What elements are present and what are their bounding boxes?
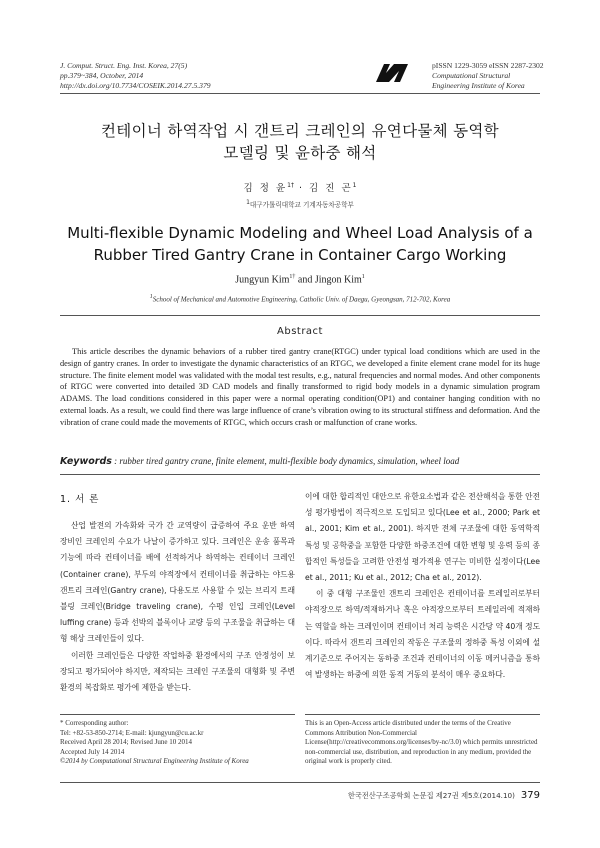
abstract-rule-top [60, 315, 540, 316]
keywords-rule [60, 474, 540, 475]
affil-en-text: School of Mechanical and Automotive Engineering, Catholic Univ. of Daegu, Gyeongsan, 712-702, Korea [152, 295, 451, 304]
affiliation-english [60, 294, 540, 303]
affiliation-korean [60, 199, 540, 209]
footer-rule [60, 782, 540, 783]
page-number: 379 [520, 790, 540, 801]
footnote-rule-right [305, 714, 540, 715]
body-column-right [305, 489, 540, 683]
paper-title-english [60, 222, 540, 266]
author-1-en: Jungyun Kim [235, 274, 290, 286]
journal-line-2: pp.379~384, October, 2014 [60, 71, 144, 80]
contact-line[interactable]: Tel: +82-53-850-2714; E-mail: kjungyun@cu.ac.kr [60, 728, 204, 737]
license-footnote: This is an Open-Access article distributed under the terms of the Creative Commons Attribution Non-Commercial License(http://creativecommons.org/licenses/by-nc/3.0) which permits unrestricted non-commercial use, distribution, and reproduction in any medium, provided the original work is properly cited. [305, 719, 538, 765]
body-column-left [60, 518, 295, 696]
page-footer [320, 790, 540, 801]
author-1-ko: 김 정 윤 [243, 183, 288, 194]
journal-issn-block [432, 61, 544, 91]
body-paragraph: 이에 대한 합리적인 대안으로 유한요소법과 같은 전산해석을 통한 안전성 평가방법이 적극적으로 도입되고 있다(Lee et al., 2000; Park et al., 2001; Kim et al., 2001). 하지만 전체 구조물에 대한 동역학적 특성 및 공학중을 포함한 다양한 하중조건에 대한 변형 및 응력 등의 종합적인 특성들을 고려한 안전성 평가적용 연구는 미비한 실정이다(Lee et al., 2011; Ku et al., 2012; Cha et al., 2012). [305, 492, 540, 583]
author-2-ko: 김 진 곤 [309, 183, 353, 194]
author-1-ko-sup: 1† [287, 181, 294, 189]
affil-ko-text: 대구가톨릭대학교 기계자동차공학부 [249, 201, 354, 210]
correspondence-footnote [60, 719, 295, 767]
title-en-line-2: Rubber Tired Gantry Crane in Container Cargo Working [93, 246, 507, 264]
author-2-ko-sup: 1 [352, 181, 357, 189]
keywords-label: Keywords [60, 456, 112, 467]
title-en-line-1: Multi-flexible Dynamic Modeling and Wheel Load Analysis of a [67, 224, 533, 242]
abstract-text: This article describes the dynamic behaviors of a rubber tired gantry crane(RTGC) under typical load conditions which are used in the design of gantry cranes. In order to investigate the dynamic characteristics of an RTGC, we developed a finite element crane model for its huge structure. The finite element model was validated with the modal test results, e.g., natural frequencies and normal modes. And other components of RTGC were converted into detailed 3D CAD models and finally transformed to rigid body models in a dynamic simulation program ADAMS. The load conditions considered in this paper were a normal operating condition(OP1) and container hanging condition with no external loads. As a result, we could find there was large influence of crane’s vibration owing to its structural stiffness and deformation. And the vibration of crane could made the movements of RTGC, which occurs crash or malfunction of crane works. [60, 347, 540, 427]
body-paragraph: 산업 발전의 가속화와 국가 간 교역량이 급증하여 주요 운반 하역 장비인 크레인의 수요가 나날이 증가하고 있다. 크레인은 운송 품목과 기능에 따라 컨테이너를 배에 선적하거나 하역하는 컨테이너 크레인(Container crane), 부두의 야적장에서 컨테이너를 취급하는 야드용 갠트리 크레인(Gantry crane), 다용도로 사용할 수 있는 브리지 트래블링 크레인(Bridge traveling crane), 수평 인입 크레인(Level luffing crane) 등과 선박의 블록이나 교량 등의 구조물을 취급하는 대형 해상 크레인들이 있다. [60, 521, 295, 644]
title-ko-line-1: 컨테이너 하역작업 시 갠트리 크레인의 유연다물체 동역학 [101, 122, 499, 140]
copyright-line: ©2014 by Computational Structural Engineering Institute of Korea [60, 757, 249, 765]
author-separator: · [298, 183, 305, 194]
header-rule [60, 93, 540, 94]
footnote-line: Received April 28 2014; Revised June 10 2014 [60, 738, 193, 746]
doi-link[interactable]: http://dx.doi.org/10.7734/COSEIK.2014.27.5.379 [60, 81, 211, 90]
title-ko-line-2: 모델링 및 윤하중 해석 [223, 144, 377, 162]
body-paragraph: 이러한 크레인들은 다양한 작업하중 환경에서의 구조 안정성이 보장되고 평가되어야 하지만, 제작되는 크레인 구조물의 대형화 및 주변 환경의 복잡화로 평가에 제한을 받는다. [60, 650, 295, 693]
author-2-en: Jingon Kim [314, 274, 362, 286]
cosaik-logo-icon [374, 62, 410, 84]
author-and: and [297, 274, 313, 286]
paper-title-korean [60, 120, 540, 164]
authors-korean [60, 180, 540, 194]
footer-journal: 한국전산구조공학회 논문집 제27권 제5호(2014.10) [347, 791, 515, 800]
keywords [60, 456, 540, 467]
affil-en-sup: 1 [149, 294, 153, 300]
authors-english [60, 274, 540, 285]
affil-ko-sup: 1 [246, 199, 250, 206]
footnote-line: Accepted July 14 2014 [60, 747, 125, 756]
society-line-2: Engineering Institute of Korea [432, 81, 525, 90]
footnote-rule-left [60, 714, 295, 715]
journal-citation [60, 61, 211, 91]
keywords-text: rubber tired gantry crane, finite element, multi-flexible body dynamics, simulation, wheel load [119, 456, 460, 466]
body-paragraph: 이 중 대형 구조물인 갠트리 크레인은 컨테이너를 트레일러로부터 야적장으로 하역/적재하거나 혹은 야적장으로부터 트레일러에 적재하는 역할을 하는 크레인이며 컨테이너 처리 능력은 시간당 약 40개 정도이다. 따라서 갠트리 크레인의 작동은 구조물의 정하중 특성 이외에 설계기준으로 주어지는 동하중 조건과 컨테이너의 이동 메커니즘을 통하여 발생하는 하중에 의한 동적 거동의 분석이 매우 중요하다. [305, 589, 540, 680]
footnote-line: * Corresponding author: [60, 719, 129, 727]
issn: pISSN 1229-3059 eISSN 2287-2302 [432, 61, 544, 70]
journal-line-1: J. Comput. Struct. Eng. Inst. Korea, 27(5) [60, 61, 188, 70]
keywords-sep: : [111, 456, 120, 466]
author-1-en-sup: 1† [289, 274, 296, 280]
author-2-en-sup: 1 [361, 274, 365, 280]
society-line-1: Computational Structural [432, 71, 511, 80]
section-heading-introduction: 1. 서 론 [60, 494, 100, 505]
abstract-heading: Abstract [277, 326, 323, 337]
